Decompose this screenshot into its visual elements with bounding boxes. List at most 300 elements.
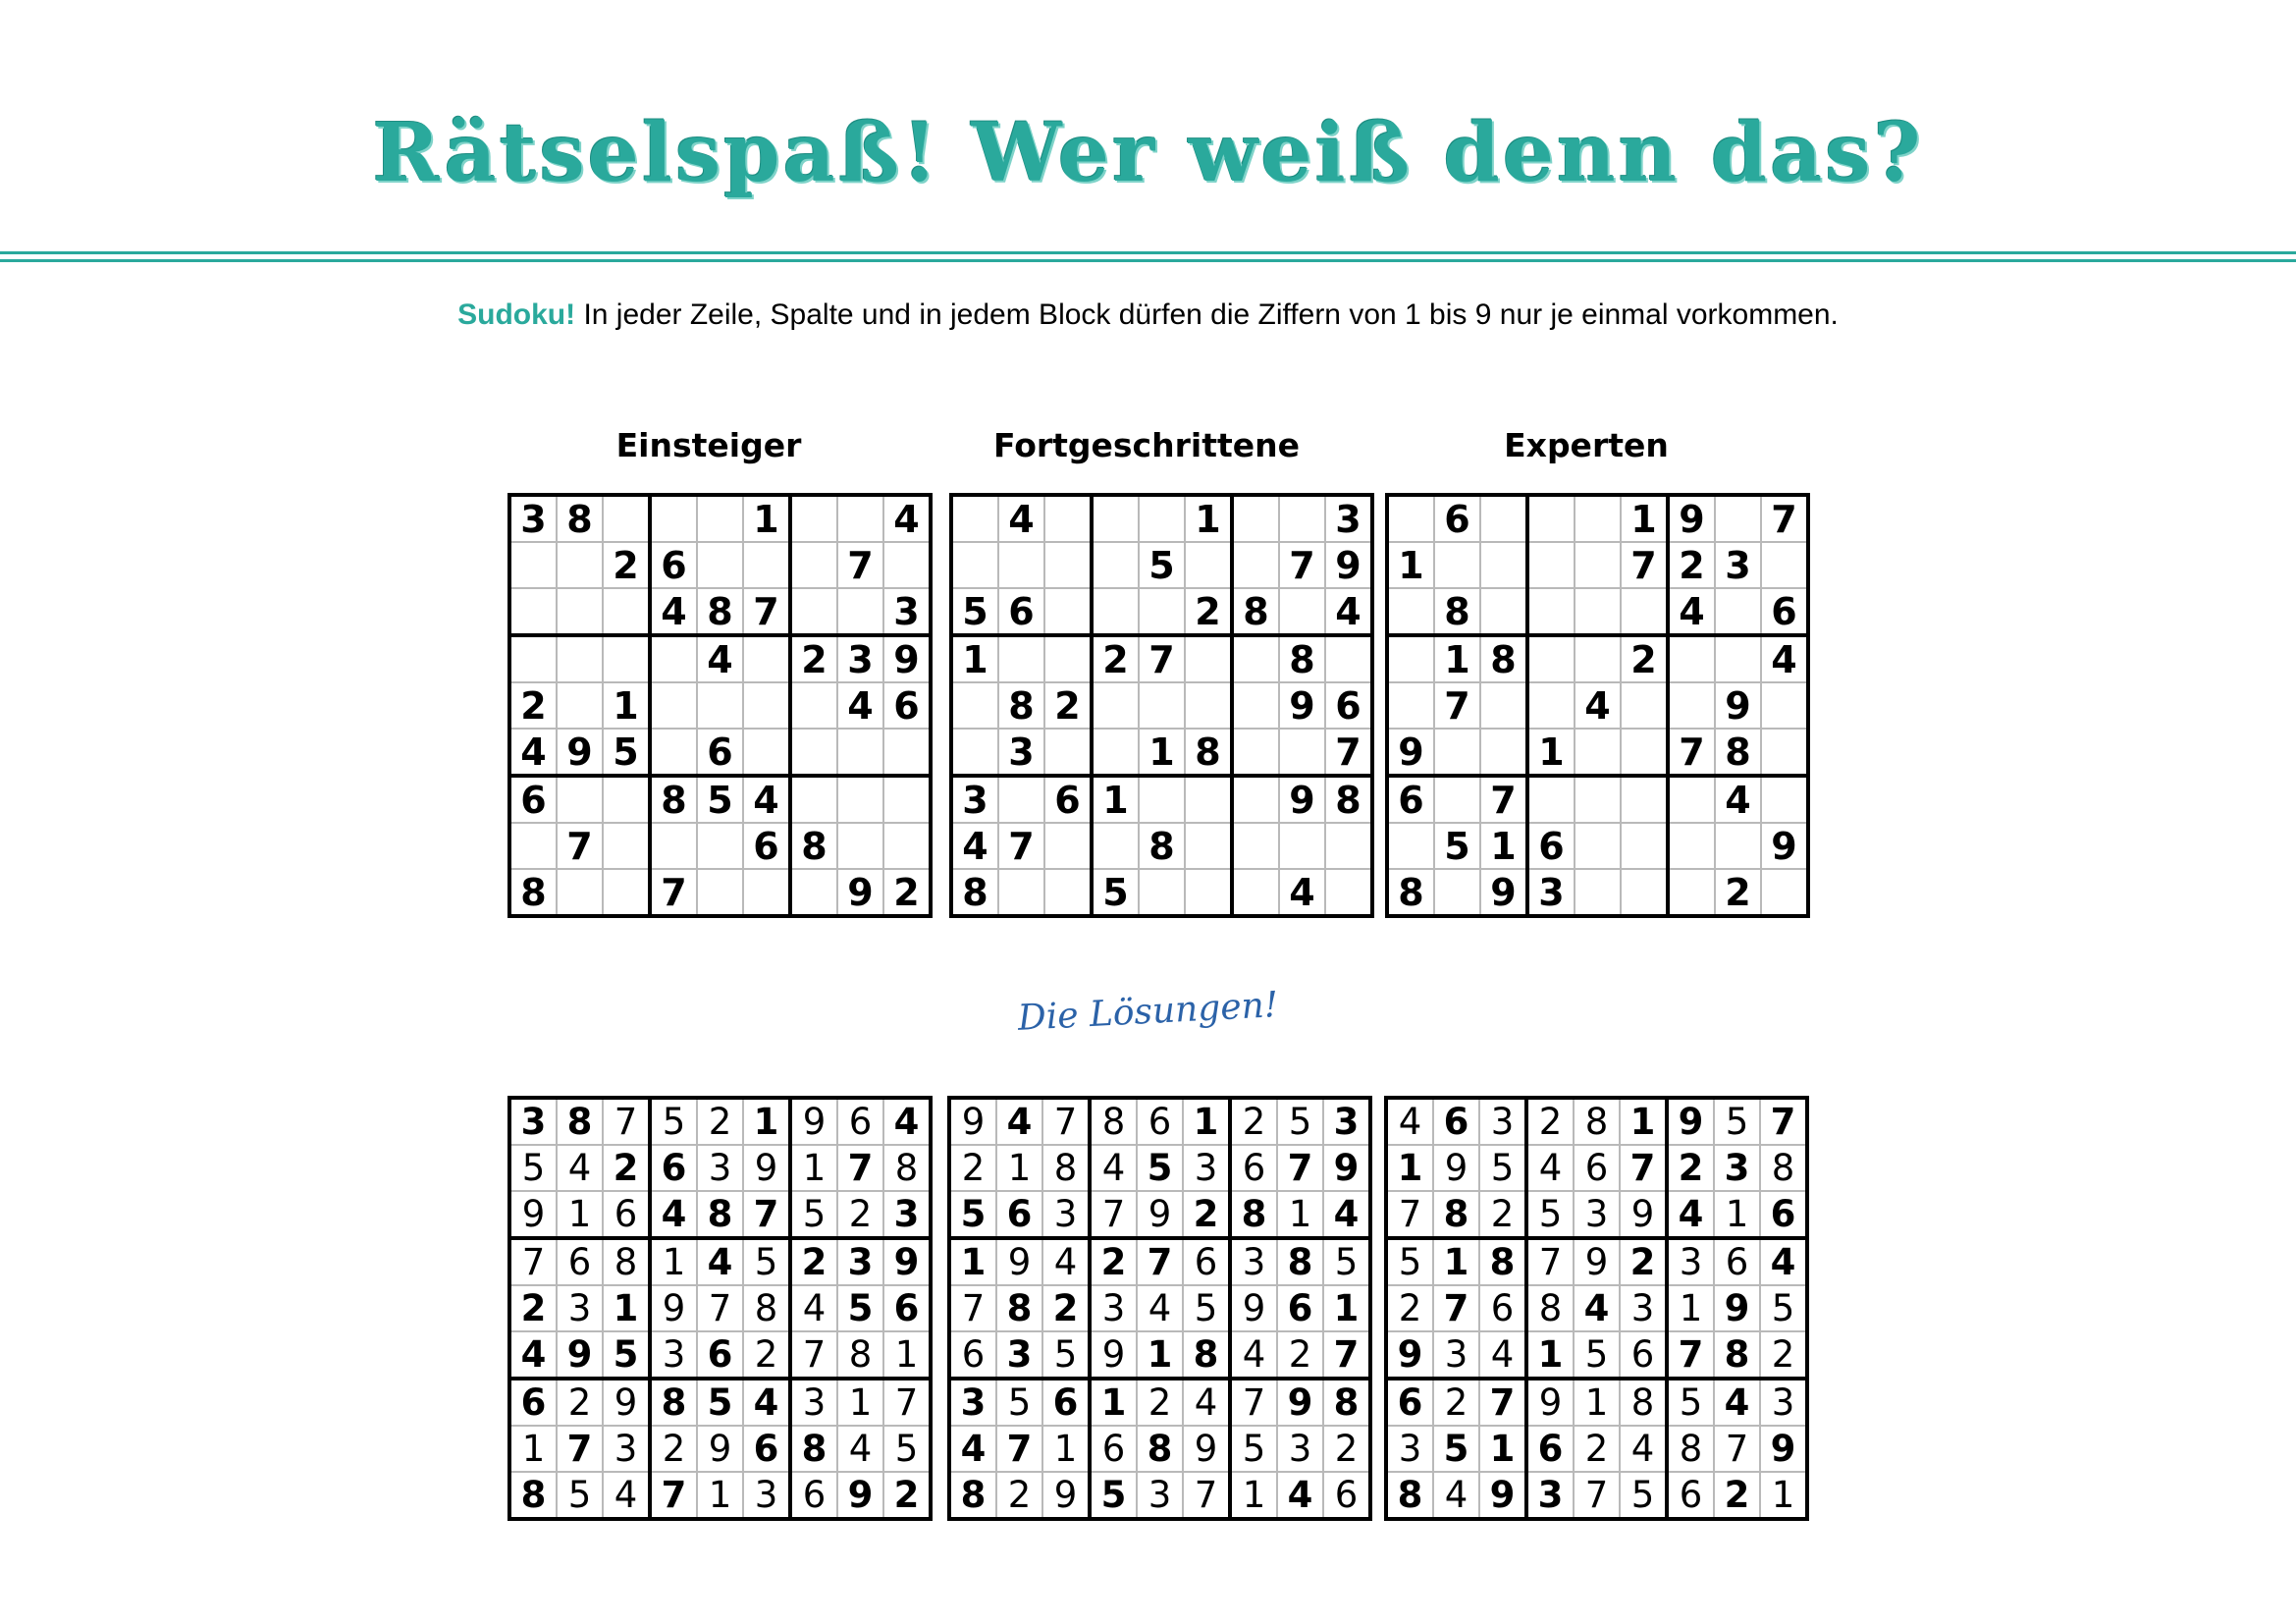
grid-cell: 8	[951, 869, 998, 916]
grid-cell: 4	[837, 1426, 883, 1472]
grid-cell: 4	[1620, 1426, 1667, 1472]
grid-cell: 7	[949, 1285, 996, 1331]
grid-cell	[883, 729, 931, 776]
grid-cell: 8	[1279, 635, 1325, 682]
grid-cell	[1279, 729, 1325, 776]
grid-cell	[743, 635, 790, 682]
grid-cell: 4	[883, 1098, 931, 1145]
grid-cell	[1527, 495, 1575, 542]
grid-cell: 1	[1387, 542, 1434, 588]
grid-cell: 6	[1434, 495, 1480, 542]
grid-cell: 9	[557, 729, 603, 776]
grid-cell	[1434, 776, 1480, 823]
grid-cell	[1434, 869, 1480, 916]
grid-cell: 7	[1139, 635, 1185, 682]
grid-cell	[1092, 588, 1139, 635]
grid-cell	[650, 682, 697, 729]
instructions-text: In jeder Zeile, Spalte und in jedem Block dürfen die Ziffern von 1 bis 9 nur je einmal vorkommen.	[575, 298, 1839, 331]
grid-cell: 2	[1715, 869, 1761, 916]
grid-cell	[790, 495, 837, 542]
grid-cell: 2	[1092, 635, 1139, 682]
grid-cell	[951, 729, 998, 776]
grid-cell: 2	[603, 542, 650, 588]
grid-row	[509, 588, 931, 635]
grid-cell: 6	[1387, 776, 1434, 823]
grid-cell: 3	[1433, 1331, 1479, 1379]
grid-cell: 8	[1183, 1331, 1230, 1379]
grid-cell: 8	[743, 1285, 790, 1331]
grid-row	[1387, 869, 1808, 916]
grid-cell: 5	[949, 1191, 996, 1238]
grid-row	[1387, 823, 1808, 869]
grid-cell: 5	[1092, 869, 1139, 916]
grid-cell: 9	[996, 1238, 1042, 1285]
grid-cell	[509, 588, 557, 635]
grid-cell: 6	[1090, 1426, 1137, 1472]
grid-row	[1387, 588, 1808, 635]
grid-row	[509, 542, 931, 588]
grid-cell	[1668, 823, 1715, 869]
grid-cell: 5	[1230, 1426, 1277, 1472]
grid-cell: 5	[951, 588, 998, 635]
grid-row	[1386, 1191, 1807, 1238]
grid-row	[949, 1145, 1370, 1191]
grid-cell: 9	[1386, 1331, 1433, 1379]
grid-cell: 8	[883, 1145, 931, 1191]
grid-cell	[1527, 776, 1575, 823]
grid-cell: 9	[1277, 1379, 1323, 1426]
grid-cell	[1668, 682, 1715, 729]
grid-cell	[1185, 635, 1232, 682]
grid-cell: 4	[1325, 588, 1372, 635]
grid-cell	[1044, 495, 1092, 542]
grid-cell: 7	[603, 1098, 650, 1145]
grid-cell: 9	[697, 1426, 743, 1472]
grid-cell: 6	[697, 729, 743, 776]
grid-cell	[1325, 823, 1372, 869]
grid-cell	[743, 682, 790, 729]
grid-cell: 5	[1137, 1145, 1183, 1191]
grid-cell: 2	[1620, 1238, 1667, 1285]
grid-cell	[1387, 588, 1434, 635]
grid-cell: 2	[1185, 588, 1232, 635]
grid-cell: 6	[650, 1145, 697, 1191]
grid-cell: 4	[650, 588, 697, 635]
grid-cell: 9	[1230, 1285, 1277, 1331]
grid-cell: 1	[557, 1191, 603, 1238]
grid-cell: 6	[509, 1379, 557, 1426]
grid-cell: 3	[1323, 1098, 1370, 1145]
grid-cell: 3	[509, 1098, 557, 1145]
grid-cell: 5	[1574, 1331, 1620, 1379]
grid-cell: 2	[509, 682, 557, 729]
grid-row	[949, 1379, 1370, 1426]
grid-cell	[650, 495, 697, 542]
grid-cell: 3	[837, 1238, 883, 1285]
grid-cell: 8	[949, 1472, 996, 1519]
grid-cell: 6	[1042, 1379, 1090, 1426]
grid-cell: 6	[603, 1191, 650, 1238]
grid-cell	[951, 542, 998, 588]
solution-expert	[1384, 1096, 1809, 1521]
grid-cell: 3	[790, 1379, 837, 1426]
grid-cell: 4	[557, 1145, 603, 1191]
grid-cell	[837, 495, 883, 542]
grid-cell: 7	[1526, 1238, 1574, 1285]
grid-cell: 1	[603, 1285, 650, 1331]
grid-cell: 5	[557, 1472, 603, 1519]
grid-cell	[1092, 682, 1139, 729]
grid-cell: 1	[1090, 1379, 1137, 1426]
grid-cell: 2	[697, 1098, 743, 1145]
grid-cell: 9	[1479, 1472, 1526, 1519]
grid-cell: 7	[1667, 1331, 1714, 1379]
grid-cell: 8	[603, 1238, 650, 1285]
grid-cell	[883, 542, 931, 588]
grid-cell: 5	[1620, 1472, 1667, 1519]
grid-row	[1387, 682, 1808, 729]
grid-cell	[1232, 542, 1279, 588]
grid-cell: 4	[1279, 869, 1325, 916]
grid-cell: 7	[790, 1331, 837, 1379]
grid-cell: 3	[1526, 1472, 1574, 1519]
grid-row	[951, 729, 1372, 776]
grid-cell: 4	[743, 1379, 790, 1426]
grid-row	[509, 729, 931, 776]
grid-cell: 1	[1277, 1191, 1323, 1238]
grid-cell: 1	[1667, 1285, 1714, 1331]
grid-cell: 7	[1042, 1098, 1090, 1145]
grid-cell: 9	[1042, 1472, 1090, 1519]
grid-cell: 7	[1760, 1098, 1807, 1145]
grid-cell: 8	[697, 1191, 743, 1238]
grid-row	[951, 635, 1372, 682]
grid-cell: 5	[509, 1145, 557, 1191]
grid-cell: 2	[1090, 1238, 1137, 1285]
grid-row	[509, 776, 931, 823]
grid-cell	[837, 729, 883, 776]
grid-row	[509, 1426, 931, 1472]
grid-cell: 9	[1668, 495, 1715, 542]
grid-cell	[603, 588, 650, 635]
grid-cell: 7	[1479, 1379, 1526, 1426]
grid-cell	[1139, 588, 1185, 635]
grid-cell: 8	[1386, 1472, 1433, 1519]
grid-cell: 2	[1230, 1098, 1277, 1145]
grid-cell	[1232, 776, 1279, 823]
grid-cell	[1761, 542, 1808, 588]
grid-cell: 7	[1761, 495, 1808, 542]
grid-cell	[1434, 542, 1480, 588]
grid-cell: 7	[1183, 1472, 1230, 1519]
grid-cell: 2	[509, 1285, 557, 1331]
grid-cell	[1480, 729, 1527, 776]
grid-cell: 6	[509, 776, 557, 823]
grid-cell: 5	[996, 1379, 1042, 1426]
grid-cell: 1	[1714, 1191, 1760, 1238]
grid-cell: 6	[1527, 823, 1575, 869]
solution-advanced	[947, 1096, 1372, 1521]
grid-cell	[1761, 869, 1808, 916]
grid-cell: 6	[1230, 1145, 1277, 1191]
grid-cell	[1527, 588, 1575, 635]
grid-cell: 7	[1279, 542, 1325, 588]
grid-cell: 9	[790, 1098, 837, 1145]
grid-cell: 4	[1761, 635, 1808, 682]
grid-cell: 4	[697, 635, 743, 682]
grid-cell: 2	[1386, 1285, 1433, 1331]
grid-cell: 3	[1574, 1191, 1620, 1238]
grid-cell: 1	[1139, 729, 1185, 776]
grid-cell	[1325, 869, 1372, 916]
grid-cell	[1715, 495, 1761, 542]
grid-cell	[603, 495, 650, 542]
grid-cell: 3	[998, 729, 1044, 776]
grid-cell: 9	[883, 635, 931, 682]
grid-cell: 7	[837, 542, 883, 588]
grid-cell: 1	[883, 1331, 931, 1379]
grid-cell	[883, 823, 931, 869]
grid-cell: 1	[1620, 1098, 1667, 1145]
grid-cell	[557, 776, 603, 823]
grid-cell: 9	[837, 1472, 883, 1519]
level-beginner-heading: Einsteiger	[615, 426, 802, 464]
grid-cell: 7	[1620, 1145, 1667, 1191]
grid-cell: 4	[1526, 1145, 1574, 1191]
grid-cell	[1387, 495, 1434, 542]
grid-cell: 1	[837, 1379, 883, 1426]
grid-cell: 4	[1668, 588, 1715, 635]
grid-cell: 4	[509, 1331, 557, 1379]
grid-cell	[697, 823, 743, 869]
grid-cell: 1	[949, 1238, 996, 1285]
grid-cell: 8	[1185, 729, 1232, 776]
grid-cell	[790, 869, 837, 916]
grid-cell: 4	[998, 495, 1044, 542]
grid-cell: 7	[743, 1191, 790, 1238]
grid-row	[1386, 1098, 1807, 1145]
grid-cell: 4	[650, 1191, 697, 1238]
page-title: Rätselspaß! Wer weiß denn das?	[372, 106, 1924, 200]
grid-cell	[557, 869, 603, 916]
grid-row	[949, 1285, 1370, 1331]
grid-cell	[1232, 635, 1279, 682]
grid-cell: 3	[1714, 1145, 1760, 1191]
grid-cell: 5	[697, 776, 743, 823]
grid-cell	[1185, 542, 1232, 588]
grid-row	[949, 1331, 1370, 1379]
grid-cell: 8	[1323, 1379, 1370, 1426]
grid-cell: 2	[1479, 1191, 1526, 1238]
grid-cell	[1387, 635, 1434, 682]
grid-cell: 4	[603, 1472, 650, 1519]
grid-cell	[1527, 682, 1575, 729]
grid-cell: 9	[1526, 1379, 1574, 1426]
grid-cell: 8	[1277, 1238, 1323, 1285]
grid-cell: 4	[951, 823, 998, 869]
grid-cell	[1527, 635, 1575, 682]
grid-cell	[1325, 635, 1372, 682]
grid-cell: 3	[1090, 1285, 1137, 1331]
grid-row	[1386, 1379, 1807, 1426]
grid-cell: 5	[1667, 1379, 1714, 1426]
grid-cell: 1	[1183, 1098, 1230, 1145]
grid-cell: 4	[790, 1285, 837, 1331]
grid-cell: 2	[883, 869, 931, 916]
grid-cell: 4	[1575, 682, 1621, 729]
grid-cell: 6	[1183, 1238, 1230, 1285]
grid-row	[1386, 1238, 1807, 1285]
grid-cell: 6	[1386, 1379, 1433, 1426]
puzzle-expert	[1385, 493, 1810, 918]
grid-cell: 4	[1183, 1379, 1230, 1426]
grid-cell: 6	[1620, 1331, 1667, 1379]
grid-cell	[1044, 635, 1092, 682]
grid-cell	[1480, 495, 1527, 542]
grid-cell: 4	[1667, 1191, 1714, 1238]
grid-cell: 8	[650, 1379, 697, 1426]
grid-cell: 5	[1323, 1238, 1370, 1285]
grid-cell	[1434, 729, 1480, 776]
grid-cell: 4	[697, 1238, 743, 1285]
grid-cell: 9	[1279, 776, 1325, 823]
grid-cell	[790, 776, 837, 823]
grid-cell	[1185, 869, 1232, 916]
grid-cell: 8	[1620, 1379, 1667, 1426]
grid-cell	[603, 635, 650, 682]
grid-cell: 6	[1761, 588, 1808, 635]
grid-cell: 7	[697, 1285, 743, 1331]
grid-cell	[1621, 729, 1668, 776]
grid-cell: 6	[1526, 1426, 1574, 1472]
grid-row	[509, 1238, 931, 1285]
grid-cell	[1232, 495, 1279, 542]
grid-cell	[1715, 588, 1761, 635]
grid-row	[509, 1098, 931, 1145]
grid-cell: 9	[1574, 1238, 1620, 1285]
grid-cell: 3	[951, 776, 998, 823]
grid-cell: 6	[743, 1426, 790, 1472]
grid-cell: 7	[650, 1472, 697, 1519]
grid-cell: 3	[949, 1379, 996, 1426]
grid-cell: 2	[1621, 635, 1668, 682]
grid-cell: 3	[1137, 1472, 1183, 1519]
grid-cell: 4	[1714, 1379, 1760, 1426]
grid-cell: 7	[996, 1426, 1042, 1472]
grid-cell	[1044, 823, 1092, 869]
grid-cell: 7	[557, 1426, 603, 1472]
grid-cell: 5	[603, 1331, 650, 1379]
grid-cell: 9	[1183, 1426, 1230, 1472]
grid-cell: 3	[1386, 1426, 1433, 1472]
level-advanced-heading: Fortgeschrittene	[992, 426, 1301, 464]
grid-cell: 9	[1714, 1285, 1760, 1331]
grid-cell: 7	[837, 1145, 883, 1191]
grid-cell	[697, 869, 743, 916]
grid-cell: 7	[1277, 1145, 1323, 1191]
level-expert-heading: Experten	[1504, 426, 1669, 464]
grid-row	[1386, 1472, 1807, 1519]
grid-cell: 8	[557, 495, 603, 542]
grid-cell: 4	[1574, 1285, 1620, 1331]
grid-cell: 1	[509, 1426, 557, 1472]
grid-cell	[1480, 682, 1527, 729]
grid-cell: 7	[743, 588, 790, 635]
grid-cell	[1139, 682, 1185, 729]
grid-row	[951, 682, 1372, 729]
grid-row	[1387, 776, 1808, 823]
grid-cell: 6	[1574, 1145, 1620, 1191]
grid-cell	[1668, 869, 1715, 916]
grid-row	[951, 776, 1372, 823]
grid-cell: 8	[1480, 635, 1527, 682]
grid-cell: 6	[1479, 1285, 1526, 1331]
grid-cell: 2	[1323, 1426, 1370, 1472]
grid-cell	[1387, 682, 1434, 729]
grid-cell: 2	[1183, 1191, 1230, 1238]
grid-row	[1386, 1145, 1807, 1191]
grid-cell: 9	[603, 1379, 650, 1426]
grid-cell: 5	[883, 1426, 931, 1472]
grid-cell: 2	[1714, 1472, 1760, 1519]
grid-cell: 9	[1667, 1098, 1714, 1145]
solution-beginner	[507, 1096, 933, 1521]
grid-cell: 7	[1325, 729, 1372, 776]
grid-cell	[790, 542, 837, 588]
grid-cell	[1761, 776, 1808, 823]
grid-cell: 9	[1620, 1191, 1667, 1238]
grid-cell	[1232, 729, 1279, 776]
grid-cell: 8	[509, 1472, 557, 1519]
grid-row	[509, 1472, 931, 1519]
grid-cell	[998, 869, 1044, 916]
title-divider-top	[0, 251, 2296, 254]
grid-cell: 1	[1137, 1331, 1183, 1379]
grid-cell	[998, 542, 1044, 588]
grid-cell: 3	[883, 1191, 931, 1238]
grid-cell	[1185, 776, 1232, 823]
grid-cell: 1	[743, 495, 790, 542]
grid-cell: 8	[1090, 1098, 1137, 1145]
grid-row	[949, 1426, 1370, 1472]
grid-cell	[1480, 542, 1527, 588]
grid-cell: 8	[557, 1098, 603, 1145]
grid-cell: 7	[1137, 1238, 1183, 1285]
grid-cell	[1575, 823, 1621, 869]
grid-cell	[1621, 823, 1668, 869]
grid-cell: 9	[743, 1145, 790, 1191]
grid-cell	[883, 776, 931, 823]
grid-cell: 7	[650, 869, 697, 916]
grid-cell	[998, 635, 1044, 682]
grid-cell: 2	[996, 1472, 1042, 1519]
grid-cell	[1092, 729, 1139, 776]
grid-cell	[1621, 869, 1668, 916]
grid-cell: 9	[1387, 729, 1434, 776]
grid-row	[951, 588, 1372, 635]
grid-cell: 5	[1714, 1098, 1760, 1145]
grid-cell: 8	[1433, 1191, 1479, 1238]
grid-cell: 3	[557, 1285, 603, 1331]
grid-cell	[1044, 729, 1092, 776]
grid-row	[1386, 1331, 1807, 1379]
grid-cell: 3	[1620, 1285, 1667, 1331]
grid-cell: 6	[996, 1191, 1042, 1238]
grid-cell: 6	[1323, 1472, 1370, 1519]
grid-cell: 9	[1090, 1331, 1137, 1379]
grid-cell: 4	[883, 495, 931, 542]
grid-cell	[509, 635, 557, 682]
